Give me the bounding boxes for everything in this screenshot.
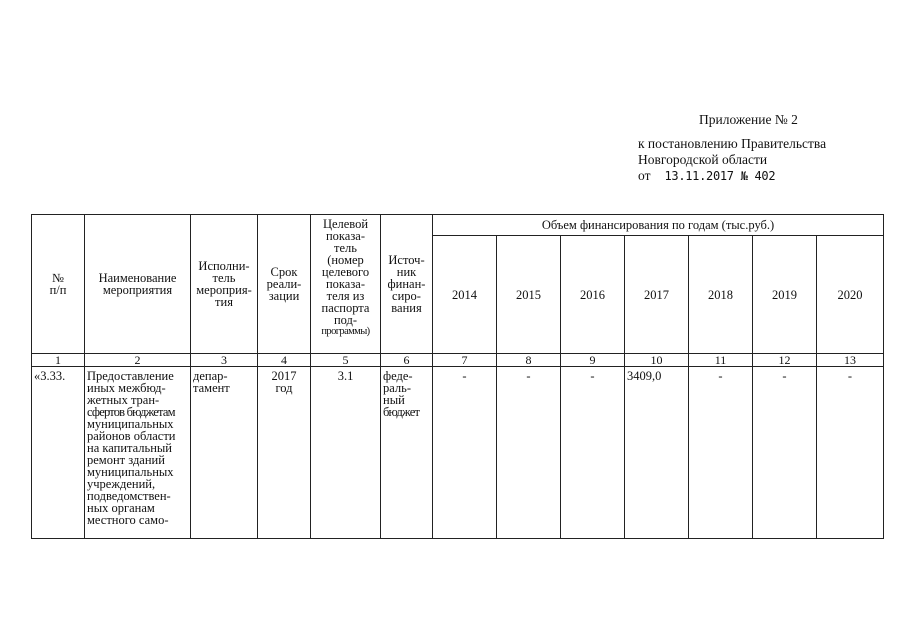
colnum-12: 12 xyxy=(753,354,817,367)
header-row-1 xyxy=(32,215,884,236)
value-2020: - xyxy=(817,367,884,539)
value-2018: - xyxy=(689,367,753,539)
year-2017: 2017 xyxy=(625,236,689,354)
row-target: 3.1 xyxy=(311,367,381,539)
col-header-source: Источ- ник финан- сиро- вания xyxy=(381,215,433,354)
colnum-4: 4 xyxy=(258,354,311,367)
decree-date-number: 13.11.2017 № 402 xyxy=(664,169,776,183)
colnum-11: 11 xyxy=(689,354,753,367)
financing-table xyxy=(31,214,884,539)
year-2019: 2019 xyxy=(753,236,817,354)
decree-line-3 xyxy=(638,168,775,184)
value-2014: - xyxy=(433,367,497,539)
row-term: 2017 год xyxy=(258,367,311,539)
value-2017: 3409,0 xyxy=(625,367,689,539)
row-number: «3.33. xyxy=(32,367,85,539)
year-2015: 2015 xyxy=(497,236,561,354)
col-header-term: Срок реали- зации xyxy=(258,215,311,354)
date-prefix: от xyxy=(638,168,651,183)
col-header-num: № п/п xyxy=(32,215,85,354)
value-2015: - xyxy=(497,367,561,539)
col-header-target: Целевой показа- тель (номер целевого показа- теля из паспорта под- программы) xyxy=(311,215,381,354)
col-header-executor: Исполни- тель мероприя- тия xyxy=(191,215,258,354)
decree-line-1: к постановлению Правительства xyxy=(638,136,827,151)
year-2018: 2018 xyxy=(689,236,753,354)
colnum-1: 1 xyxy=(32,354,85,367)
colnum-2: 2 xyxy=(85,354,191,367)
colnum-7: 7 xyxy=(433,354,497,367)
year-2020: 2020 xyxy=(817,236,884,354)
colnum-9: 9 xyxy=(561,354,625,367)
colnum-10: 10 xyxy=(625,354,689,367)
column-number-row xyxy=(32,354,884,367)
year-2014: 2014 xyxy=(433,236,497,354)
value-2016: - xyxy=(561,367,625,539)
colnum-3: 3 xyxy=(191,354,258,367)
colnum-8: 8 xyxy=(497,354,561,367)
col-header-name: Наименование мероприятия xyxy=(85,215,191,354)
colnum-6: 6 xyxy=(381,354,433,367)
col-header-financing: Объем финансирования по годам (тыс.руб.) xyxy=(433,215,884,236)
decree-line-2: Новгородской области xyxy=(638,152,768,167)
row-executor: депар- тамент xyxy=(191,367,258,539)
row-source: феде- раль- ный бюджет xyxy=(381,367,433,539)
year-2016: 2016 xyxy=(561,236,625,354)
row-activity-name: Предоставление иных межбюд- жетных тран- сфертов бюджетам муниципальных районов области на капитальный ремонт зданий муниципальных учреждений, подведомствен- ных органам местного само- xyxy=(85,367,191,539)
table-row xyxy=(32,367,884,539)
colnum-5: 5 xyxy=(311,354,381,367)
value-2019: - xyxy=(753,367,817,539)
colnum-13: 13 xyxy=(817,354,884,367)
appendix-title: Приложение № 2 xyxy=(699,112,798,127)
